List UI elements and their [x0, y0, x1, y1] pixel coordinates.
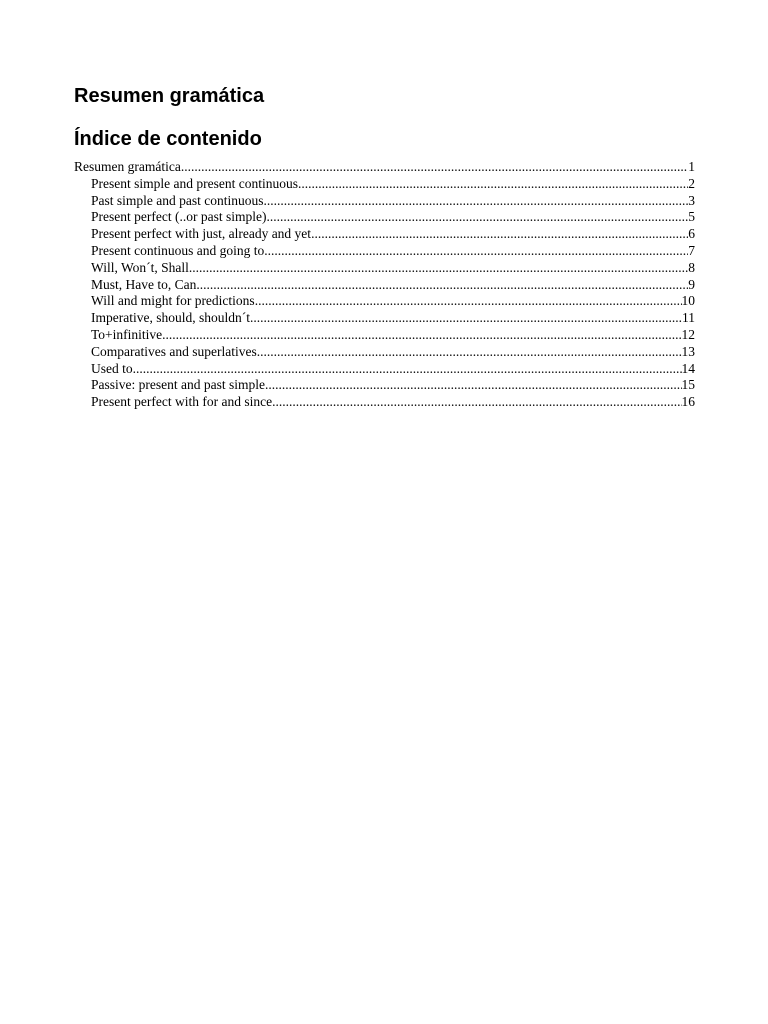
toc-entry-label: Present perfect (..or past simple)	[91, 209, 267, 225]
toc-entry-page: 6	[688, 226, 695, 242]
toc-dot-leader	[181, 159, 688, 176]
toc-entry-label: Present perfect with for and since	[91, 394, 273, 410]
document-title: Resumen gramática	[74, 85, 265, 107]
toc-dot-leader	[298, 176, 688, 193]
toc-entry-label: Used to	[91, 360, 133, 376]
toc-entry-page: 11	[682, 310, 695, 326]
toc-entry[interactable]	[74, 243, 695, 260]
toc-entry-page: 2	[688, 175, 695, 191]
toc-entry[interactable]	[74, 159, 695, 176]
toc-dot-leader	[250, 310, 682, 327]
toc-entry-label: Imperative, should, shouldn´t	[91, 310, 250, 326]
toc-dot-leader	[162, 327, 681, 344]
toc-entry-page: 16	[681, 394, 695, 410]
toc-entry-label: Comparatives and superlatives	[91, 343, 257, 359]
toc-dot-leader	[257, 344, 682, 361]
toc-entry-page: 15	[681, 377, 695, 393]
toc-entry-page: 5	[688, 209, 695, 225]
toc-dot-leader	[255, 293, 682, 310]
toc-entry-label: Resumen gramática	[74, 159, 181, 174]
toc-entry-page: 9	[688, 276, 695, 292]
toc-entry-page: 1	[688, 159, 695, 174]
toc-entry[interactable]	[74, 377, 695, 394]
toc-dot-leader	[265, 377, 682, 394]
toc-entry-page: 14	[681, 360, 695, 376]
toc-entry[interactable]	[74, 327, 695, 344]
toc-entry[interactable]	[74, 277, 695, 294]
toc-entry-page: 3	[688, 192, 695, 208]
toc-entry-label: Will, Won´t, Shall	[91, 259, 189, 275]
toc-entry[interactable]	[74, 394, 695, 411]
toc-dot-leader	[264, 243, 688, 260]
toc-entry[interactable]	[74, 260, 695, 277]
toc-entry[interactable]	[74, 176, 695, 193]
toc-entry[interactable]	[74, 209, 695, 226]
toc-dot-leader	[264, 193, 689, 210]
toc-entry-label: Past simple and past continuous	[91, 192, 264, 208]
toc-entry[interactable]	[74, 293, 695, 310]
toc-entry-page: 13	[681, 343, 695, 359]
toc-dot-leader	[272, 394, 681, 411]
toc-dot-leader	[133, 361, 682, 378]
toc-entry[interactable]	[74, 193, 695, 210]
toc-entry-label: Will and might for predictions	[91, 293, 255, 309]
toc-heading: Índice de contenido	[74, 128, 262, 150]
toc-entry[interactable]	[74, 344, 695, 361]
toc-entry[interactable]	[74, 361, 695, 378]
toc-entry-page: 7	[688, 242, 695, 258]
toc-entry-label: Passive: present and past simple	[91, 377, 265, 393]
toc-entry-label: Present continuous and going to	[91, 242, 265, 258]
toc-entry[interactable]	[74, 226, 695, 243]
toc-dot-leader	[311, 226, 688, 243]
toc-entry-page: 8	[688, 259, 695, 275]
toc-entry-label: To+infinitive	[91, 326, 163, 342]
toc-entry-label: Present simple and present continuous	[91, 175, 298, 191]
toc-dot-leader	[266, 209, 688, 226]
toc-entry-label: Present perfect with just, already and yet	[91, 226, 312, 242]
toc-entry-label: Must, Have to, Can	[91, 276, 197, 292]
toc-entry-page: 12	[681, 326, 695, 342]
toc-dot-leader	[189, 260, 688, 277]
table-of-contents	[74, 159, 695, 411]
toc-entry[interactable]	[74, 310, 695, 327]
toc-dot-leader	[196, 277, 688, 294]
toc-entry-page: 10	[681, 293, 695, 309]
